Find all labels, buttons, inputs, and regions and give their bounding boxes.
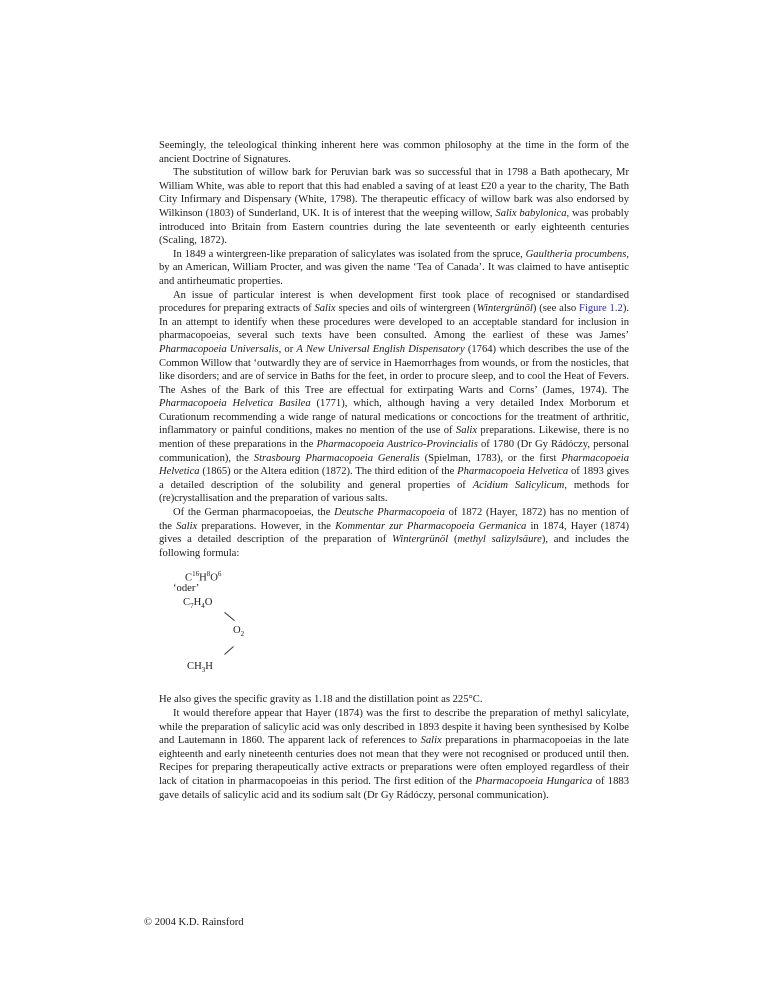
paragraph-p4 (159, 289, 629, 507)
text-run: He also gives the specific gravity as 1.18 and the distillation point as 225°C. (159, 694, 483, 706)
italic-text: Gaultheria procumbens (525, 248, 627, 260)
text-run: preparations in pharmacopoeias in the late eighteenth and early nineteenth centuries does not mean that they were not recognised or produced until then. Recipes for preparing therapeutically active extracts or preparations were often employed regardless of their lack of citation in pharmacopoeias in this period. The first edition of the (159, 735, 629, 787)
italic-text: Pharmacopoeia Austrico-Provincialis (316, 439, 478, 451)
figure-link[interactable]: Figure 1.2 (579, 303, 623, 315)
paragraphs-after-formula (159, 693, 629, 802)
text-run: (1771), which, although having a very detailed Index Morborum et Curationum recommending a wide range of natural medications or concoctions for the treatment of arthritic, inflammatory or painful conditions, makes no mention of the use of (159, 398, 630, 437)
text-run: in 1874, Hayer (1874) gives a detailed description of the preparation of (159, 520, 629, 546)
text-run: of 1780 (Dr Gy Rádóczy, personal communication), the (159, 439, 630, 464)
formula-o2: $O_2$ (233, 625, 245, 639)
italic-text: Pharmacopoeia Helvetica Basilea (159, 398, 311, 410)
formula-line-1: $C^{16}H^8O^6$ (185, 570, 222, 584)
bond-line-lower (224, 647, 234, 656)
text-run: (1865) or the Altera edition (1872). The third edition of the (199, 466, 458, 478)
text-run: In 1849 a wintergreen-like preparation of salicylates was isolated from the spruce, (173, 248, 526, 260)
italic-text: Acidium Salicylicum (472, 479, 565, 491)
paragraph-p3 (159, 248, 629, 289)
paragraph-p5 (159, 506, 629, 560)
body-text (159, 139, 629, 802)
text-run: It would therefore appear that Hayer (1874) was the first to describe the preparation of methyl salicylate, while the preparation of salicylic acid was only described in 1893 despite it having been synthesised by Kolbe and Lautemann in 1860. The apparent lack of references to (159, 708, 629, 747)
text-run: Of the German pharmacopoeias, the (173, 507, 335, 519)
text-run: ) (see also (532, 303, 580, 315)
italic-text: Kommentar zur Pharmacopoeia Germanica (335, 520, 527, 532)
italic-text: Pharmacopoeia Hungarica (475, 775, 593, 787)
text-run: , by an American, William Procter, and was given the name ‘Tea of Canada’. It was claimed to have antiseptic and antirheumatic properties. (159, 248, 629, 287)
text-run: An issue of particular interest is when development first took place of recognised or standardised procedures for preparing extracts of (159, 289, 629, 315)
text-run: , methods for (re)crystallisation and the preparation of various salts. (159, 479, 629, 505)
italic-text: Salix (420, 735, 442, 747)
italic-text: Strasbourg Pharmacopoeia Generalis (253, 452, 420, 464)
italic-text: Deutsche Pharmacopoeia (334, 507, 445, 519)
italic-text: Pharmacopoeia Universalis (159, 343, 279, 355)
italic-text: Pharmacopoeia Helvetica (159, 452, 629, 478)
text-run: (Spielman, 1783), or the first (419, 452, 562, 464)
formula-line-2: $C_7H_4O$ (183, 597, 213, 611)
paragraph-p2 (159, 166, 629, 248)
text-run: of 1872 (Hayer, 1872) has no mention of the (159, 507, 630, 532)
bond-line-upper (224, 612, 235, 621)
italic-text: Wintergrünöl (476, 303, 533, 315)
italic-text: Salix (455, 425, 478, 437)
italic-text: Wintergrünöl (392, 534, 449, 546)
italic-text: A New Universal English Dispensatory (296, 343, 465, 355)
paragraph-p7 (159, 707, 629, 802)
chemical-formula (159, 564, 629, 689)
text-run: ). In an attempt to identify when these procedures were developed to an acceptable standard for inclusion in pharmacopoeias, several such texts have been consulted. Among the earliest of these was James’ (159, 303, 629, 342)
text-run: , was probably introduced into Britain from Eastern countries during the late seventeenth or early eighteenth centuries (Scaling, 1872). (159, 207, 629, 247)
text-run: The substitution of willow bark for Peruvian bark was so successful that in 1798 a Bath apothecary, Mr William White, was able to report that this had enabled a saving of at least £20 a year to the charity, The Bath City Infirmary and Dispensary (White, 1798). The therapeutic efficacy of willow bark was also endorsed by Wilkinson (1803) of Sunderland, UK. It is of interest that the weeping willow, (159, 167, 629, 219)
paragraph-p1 (159, 139, 629, 166)
paragraphs-before-formula (159, 139, 629, 560)
text-run: ( (448, 534, 458, 546)
formula-oder: ‘oder’ (173, 583, 200, 595)
italic-text: Salix babylonica (495, 207, 567, 219)
text-run: of 1883 gave details of salicylic acid and its sodium salt (Dr Gy Rádóczy, personal communication). (159, 775, 629, 801)
text-run: preparations. Likewise, there is no mention of these preparations in the (159, 425, 629, 451)
text-run: species and oils of wintergreen ( (335, 303, 477, 315)
text-run: , or (278, 343, 297, 355)
italic-text: methyl salizylsäure (457, 534, 542, 546)
text-run: preparations. However, in the (197, 520, 336, 532)
text-run: (1764) which describes the use of the Common Willow that ‘outwardly they are of service in Haemorrhages from wounds, or from the nosticles, that like disorders; and are of service in Baths for the feet, in order to procure sleep, and to cool the Heat of Fevers. The Ashes of the Bark of this Tree are effectual for extirpating Warts and Corns’ (James, 1974). The (159, 343, 630, 396)
copyright-footer: © 2004 K.D. Rainsford (144, 917, 244, 928)
italic-text: Salix (314, 303, 336, 315)
paragraph-p6 (159, 693, 629, 707)
italic-text: Salix (176, 520, 198, 532)
text-run: ), and includes the following formula: (159, 534, 629, 559)
text-run: Seemingly, the teleological thinking inherent here was common philosophy at the time in the form of the ancient Doctrine of Signatures. (159, 140, 629, 165)
italic-text: Pharmacopoeia Helvetica (457, 466, 569, 478)
text-run: of 1893 gives a detailed description of the solubility and general properties of (159, 466, 629, 491)
formula-ch3h: $CH_3H$ (187, 661, 213, 675)
